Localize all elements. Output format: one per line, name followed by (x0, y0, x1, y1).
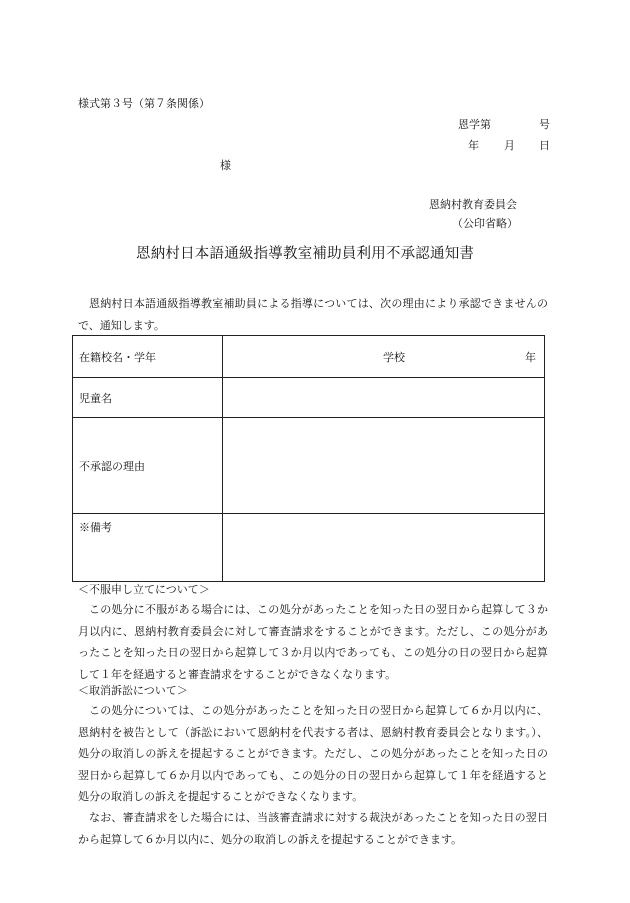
issuer: 恩納村教育委員会 (429, 198, 517, 211)
review-paragraph: なお、審査請求をした場合には、当該審査請求に対する裁決があったことを知った日の翌日から起算して６か月以内に、処分の取消しの訴えを提起することができます。 (78, 811, 548, 846)
lawsuit-heading: ＜取消訴訟について＞ (78, 684, 188, 697)
table-row (73, 378, 545, 418)
objection-heading: ＜不服申し立てについて＞ (78, 583, 210, 596)
student-name-label: 児童名 (73, 378, 223, 418)
addressee-suffix: 様 (220, 159, 231, 172)
intro-paragraph: 恩納村日本語通級指導教室補助員による指導については、次の理由により承認できませんので、通知します。 (78, 297, 548, 332)
document-number-suffix: 号 (539, 118, 550, 131)
seal-note: （公印省略） (452, 217, 518, 230)
school-grade-value (223, 336, 545, 378)
rejection-reason-label: 不承認の理由 (73, 418, 223, 514)
document-title: 恩納村日本語通級指導教室補助員利用不承認通知書 (136, 246, 475, 262)
school-grade-label: 在籍校名・学年 (73, 336, 223, 378)
table-row (73, 336, 545, 378)
grade-label: 年 (525, 350, 536, 364)
rejection-reason-value (223, 418, 545, 514)
date-year: 年 (468, 139, 479, 152)
form-number: 様式第３号（第７条関係） (78, 97, 210, 110)
student-name-value (223, 378, 545, 418)
remarks-label: ※備考 (73, 514, 223, 582)
date-day: 日 (539, 139, 550, 152)
lawsuit-paragraph: この処分については、この処分があったことを知った日の翌日から起算して６か月以内に、恩納村を被告として（訴訟において恩納村を代表する者は、恩納村教育委員会となります。）、処分の取消しの訴えを提起することができます。ただし、この処分があったことを知った日の翌日から起算して６か月以内であっても、この処分の日の翌日から起算して１年を経過すると処分の取消しの訴えを提起することができなくなります。 (78, 704, 548, 803)
remarks-value (223, 514, 545, 582)
table-row (73, 514, 545, 582)
document-number-prefix: 恩学第 (458, 118, 491, 131)
date-month: 月 (504, 139, 515, 152)
notice-table (72, 335, 545, 582)
table-row (73, 418, 545, 514)
objection-paragraph: この処分に不服がある場合には、この処分があったことを知った日の翌日から起算して３か月以内に、恩納村教育委員会に対して審査請求をすることができます。ただし、この処分があったことを知った日の翌日から起算して３か月以内であっても、この処分の日の翌日から起算して１年を経過すると審査請求をすることができなくなります。 (78, 603, 548, 681)
school-label: 学校 (383, 350, 405, 364)
